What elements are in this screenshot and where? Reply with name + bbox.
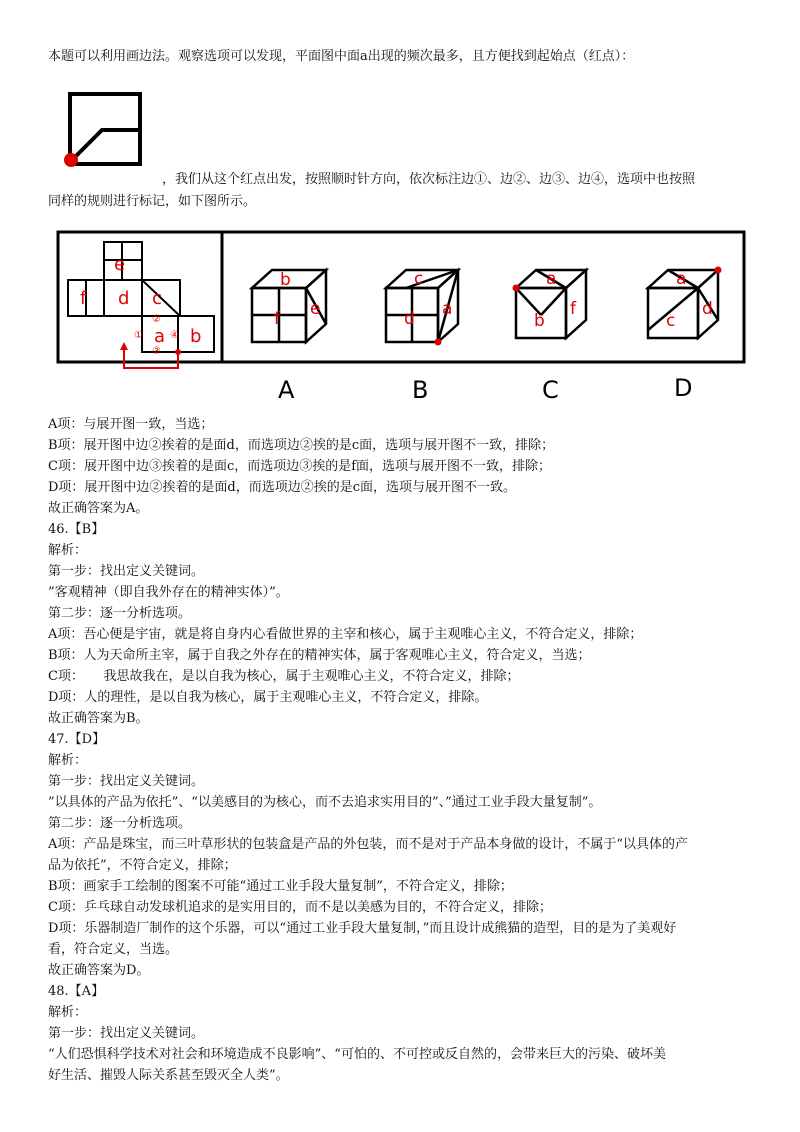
option-label-a: A — [278, 376, 295, 404]
q47-l8: C项：乒乓球自动发球机追求的是实用目的，而不是以美感为目的，不符合定义，排除； — [48, 900, 552, 915]
q45-a: A项：与展开图一致，当选； — [48, 417, 214, 432]
option-letters — [278, 374, 692, 404]
start-point-diagram — [62, 90, 152, 170]
q47-l1: 解析： — [48, 753, 88, 768]
q45-d: D项：展开图中边②挨着的是面d，而选项边②挨的是c面，选项与展开图不一致。 — [48, 480, 517, 495]
opt-c-face-b: b — [534, 311, 545, 331]
q48-l3: “人们恐惧科学技术对社会和环境造成不良影响”、“可怕的、不可控或反自然的，会带来巨大的污染、破坏美 — [48, 1047, 666, 1062]
option-d-start-dot — [715, 267, 722, 274]
net-mark-1: ① — [134, 330, 143, 341]
net-face-d: d — [118, 288, 130, 309]
q46-l2: 第一步：找出定义关键词。 — [48, 564, 205, 579]
q46-l6: B项：人为天命所主宰，属于自我之外存在的精神实体，属于客观唯心主义，符合定义，当选； — [48, 648, 591, 663]
q48-title: 48.【A】 — [48, 984, 105, 999]
net-face-f: f — [80, 288, 87, 309]
q47-l4: 第二步：逐一分析选项。 — [48, 816, 192, 831]
net-face-e: e — [114, 254, 126, 275]
option-label-b: B — [412, 376, 429, 404]
opt-d-face-a: a — [676, 269, 687, 289]
q47-title: 47.【D】 — [48, 732, 106, 747]
intro-line-2: ，我们从这个红点出发，按照顺时针方向，依次标注边①、边②、边③、边④，选项中也按照 — [162, 172, 696, 187]
face-a-diagonal — [70, 130, 140, 162]
q47-answer: 故正确答案为D。 — [48, 963, 150, 978]
option-label-c: C — [542, 376, 559, 404]
q47-l3: ”以具体的产品为依托”、“以美感目的为核心，而不去追求实用目的”、”通过工业手段大量复制”。 — [48, 795, 602, 810]
opt-b-face-a: a — [442, 299, 453, 319]
q46-l1: 解析： — [48, 543, 88, 558]
q47-l9: D项：乐器制造厂制作的这个乐器，可以“通过工业手段大量复制，”而且设计成熊猫的造型，目的是为了美观好 — [48, 921, 677, 936]
opt-a-face-b: b — [280, 270, 291, 290]
net-mark-3: ③ — [152, 346, 161, 357]
net-mark-4: ④ — [170, 330, 179, 341]
q45-answer: 故正确答案为A。 — [48, 501, 149, 516]
q47-l5: A项：产品是珠宝，而三叶草形状的包装盒是产品的外包装，而不是对于产品本身做的设计，不属于“以具体的产 — [48, 837, 689, 852]
option-label-d: D — [674, 374, 693, 402]
q46-answer: 故正确答案为B。 — [48, 711, 149, 726]
option-b-start-dot — [435, 339, 442, 346]
q46-l4: 第二步：逐一分析选项。 — [48, 606, 192, 621]
q45-b: B项：展开图中边②挨着的是面d，而选项边②挨的是c面，选项与展开图不一致，排除； — [48, 438, 555, 453]
opt-c-face-a: a — [546, 269, 557, 289]
q46-title: 46.【B】 — [48, 522, 105, 537]
q47-l7: B项：画家手工绘制的图案不可能“通过工业手段大量复制”，不符合定义，排除； — [48, 879, 513, 894]
opt-c-face-f: f — [570, 299, 576, 319]
intro-line-1: 本题可以利用画边法。观察选项可以发现，平面图中面a出现的频次最多，且方便找到起始点（红点）： — [48, 49, 635, 64]
option-c-start-dot — [513, 285, 520, 292]
start-red-dot — [64, 153, 78, 167]
option-d-faces — [666, 269, 713, 331]
q48-l2: 第一步：找出定义关键词。 — [48, 1026, 205, 1041]
opt-d-face-c: c — [666, 311, 676, 331]
opt-b-face-c: c — [414, 269, 424, 289]
q46-l7: C项： 我思故我在，是以自我为核心，属于主观唯心主义，不符合定义，排除； — [48, 669, 520, 684]
intro-line-3: 同样的规则进行标记，如下图所示。 — [48, 194, 257, 209]
q46-l3: ”客观精神（即自我外存在的精神实体）”。 — [48, 585, 289, 600]
opt-a-face-f: f — [274, 309, 280, 329]
q47-l10: 看，符合定义，当选。 — [48, 942, 179, 957]
q48-l4: 好生活、摧毁人际关系甚至毁灭全人类”。 — [48, 1068, 289, 1083]
opt-d-face-d: d — [702, 299, 713, 319]
opt-a-face-e: e — [310, 299, 321, 319]
q46-l8: D项：人的理性，是以自我为核心，属于主观唯心主义，不符合定义，排除。 — [48, 690, 488, 705]
net-face-a: a — [154, 326, 166, 347]
net-face-c: c — [152, 288, 162, 309]
q45-c: C项：展开图中边③挨着的是面c，而选项边③挨的是f面，选项与展开图不一致，排除； — [48, 459, 552, 474]
option-a-faces — [274, 270, 320, 329]
q47-l6: 品为依托”，不符合定义，排除； — [48, 858, 237, 873]
net-red-arrow — [120, 342, 128, 350]
q48-l1: 解析： — [48, 1005, 88, 1020]
q47-l2: 第一步：找出定义关键词。 — [48, 774, 205, 789]
net-mark-2: ② — [152, 314, 161, 325]
cube-net-figure — [56, 230, 746, 405]
q46-l5: A项：吾心便是宇宙，就是将自身内心看做世界的主宰和核心，属于主观唯心主义，不符合定义，排除； — [48, 627, 643, 642]
opt-b-face-d: d — [404, 309, 415, 329]
net-face-b: b — [190, 326, 202, 347]
